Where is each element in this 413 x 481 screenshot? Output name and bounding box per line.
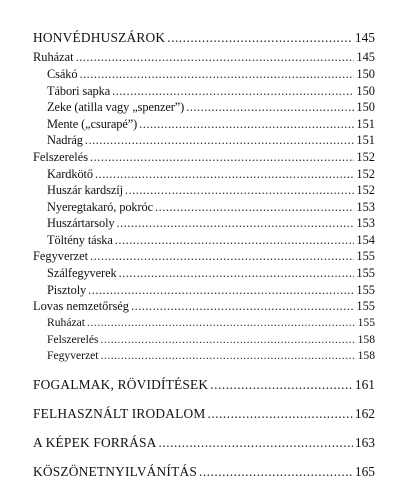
toc-entry-label: HONVÉDHUSZÁROK (33, 30, 166, 45)
toc-entry (33, 66, 375, 83)
toc-entry-page: 158 (357, 332, 375, 346)
toc-leader-dots (115, 232, 355, 249)
toc-leader-dots (159, 434, 353, 452)
toc-leader-dots (90, 149, 354, 166)
toc-entry-label: Tábori sapka (47, 83, 111, 98)
toc-entry-label: Huszártarsoly (47, 216, 115, 230)
toc-entry (33, 348, 375, 365)
toc-entry (33, 332, 375, 349)
toc-entry-label: Huszár kardszíj (47, 183, 123, 197)
toc-entry (33, 83, 375, 100)
toc-entry (33, 463, 375, 481)
toc-entry-label: Szálfegyverek (47, 266, 117, 280)
toc-entry (33, 29, 375, 47)
toc-entry (33, 215, 375, 232)
toc-entry-page: 155 (357, 316, 375, 329)
toc-leader-dots (90, 248, 354, 265)
toc-leader-dots (167, 29, 353, 47)
toc-leader-dots (112, 83, 354, 100)
toc-entry-page: 152 (356, 183, 375, 197)
toc-entry-page: 152 (356, 166, 375, 181)
toc-entry-page: 155 (356, 299, 375, 313)
toc-entry-label: Zeke (atilla vagy „spenzer”) (47, 100, 185, 114)
table-of-contents (33, 29, 375, 481)
toc-leader-dots (199, 463, 353, 481)
toc-leader-dots (117, 215, 355, 232)
toc-leader-dots (79, 66, 354, 83)
toc-entry-page: 162 (354, 405, 375, 421)
toc-entry (33, 298, 375, 315)
toc-entry-page: 150 (356, 100, 375, 114)
toc-leader-dots (131, 298, 354, 315)
toc-entry-label: Kardkötő (47, 166, 93, 181)
toc-leader-dots (208, 405, 353, 423)
toc-entry-page: 161 (354, 376, 375, 392)
toc-leader-dots (95, 166, 354, 183)
toc-leader-dots (85, 132, 355, 149)
toc-leader-dots (155, 199, 354, 216)
toc-entry-page: 155 (356, 282, 375, 297)
toc-entry (33, 49, 375, 66)
toc-entry-label: Fegyverzet (33, 249, 89, 263)
toc-entry-page: 151 (356, 133, 375, 147)
toc-leader-dots (125, 182, 354, 199)
toc-entry-page: 155 (356, 249, 375, 263)
toc-entry (33, 405, 375, 423)
toc-entry-label: Nyeregtakaró, pokróc (47, 199, 154, 214)
toc-entry-page: 145 (356, 50, 375, 64)
toc-entry-label: Ruházat (47, 316, 85, 329)
toc-entry-label: FELHASZNÁLT IRODALOM (33, 405, 206, 421)
toc-leader-dots (210, 376, 353, 394)
toc-entry-label: Mente („csurapé”) (47, 116, 138, 131)
toc-entry (33, 315, 375, 332)
toc-entry (33, 132, 375, 149)
toc-entry-page: 154 (356, 232, 375, 247)
toc-entry-page: 165 (354, 463, 375, 479)
toc-entry (33, 376, 375, 394)
toc-entry-page: 163 (354, 434, 375, 450)
toc-entry-page: 155 (356, 266, 375, 280)
toc-entry (33, 166, 375, 183)
toc-entry-label: Ruházat (33, 50, 74, 64)
toc-entry-label: KÖSZÖNETNYILVÁNÍTÁS (33, 463, 197, 479)
toc-entry-label: Felszerelés (33, 149, 89, 164)
toc-entry-page: 158 (357, 349, 375, 362)
toc-entry (33, 265, 375, 282)
toc-entry-label: Felszerelés (47, 332, 99, 346)
toc-entry-label: Lovas nemzetőrség (33, 299, 129, 313)
toc-leader-dots (101, 332, 356, 349)
toc-entry-page: 153 (356, 216, 375, 230)
toc-entry (33, 182, 375, 199)
toc-entry (33, 434, 375, 452)
toc-leader-dots (119, 265, 355, 282)
toc-entry-label: A KÉPEK FORRÁSA (33, 434, 157, 450)
toc-entry (33, 149, 375, 166)
toc-leader-dots (87, 315, 356, 332)
toc-entry-label: Nadrág (47, 133, 83, 147)
toc-entry (33, 232, 375, 249)
toc-leader-dots (101, 348, 356, 365)
toc-entry (33, 248, 375, 265)
toc-entry-page: 152 (356, 149, 375, 164)
toc-entry-label: Csákó (47, 67, 78, 81)
toc-entry (33, 116, 375, 133)
toc-entry-label: FOGALMAK, RÖVIDÍTÉSEK (33, 376, 209, 392)
toc-leader-dots (76, 49, 355, 66)
toc-entry-label: Fegyverzet (47, 349, 99, 362)
toc-entry (33, 282, 375, 299)
toc-entry (33, 199, 375, 216)
toc-entry (33, 99, 375, 116)
toc-leader-dots (139, 116, 354, 133)
toc-entry-page: 150 (356, 83, 375, 98)
toc-entry-page: 145 (354, 30, 375, 45)
toc-entry-label: Pisztoly (47, 282, 87, 297)
toc-leader-dots (186, 99, 354, 116)
toc-entry-label: Töltény táska (47, 232, 113, 247)
toc-entry-page: 150 (356, 67, 375, 81)
toc-entry-page: 153 (356, 199, 375, 214)
toc-leader-dots (88, 282, 354, 299)
toc-entry-page: 151 (356, 116, 375, 131)
